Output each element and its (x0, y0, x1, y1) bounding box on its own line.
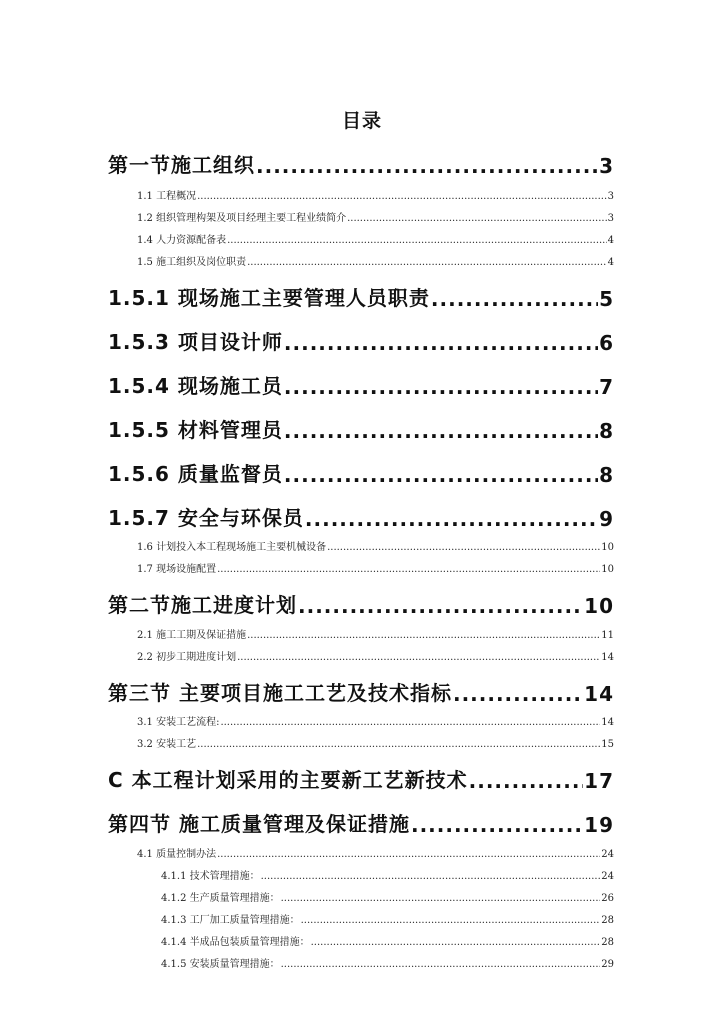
dot-leader (217, 564, 600, 575)
toc-entry-label: 3.1 安装工艺流程: (137, 717, 220, 728)
toc-entry-section-1[interactable] (108, 150, 614, 178)
toc-entry[interactable] (137, 561, 614, 575)
toc-entry[interactable] (137, 254, 614, 268)
toc-page-number: 8 (599, 463, 614, 487)
dot-leader (469, 769, 584, 793)
toc-entry-label: 1.5.1 现场施工主要管理人员职责 (108, 286, 430, 310)
toc-entry[interactable] (137, 736, 614, 750)
dot-leader (453, 682, 583, 706)
toc-page-number: 5 (599, 287, 614, 311)
toc-entry-label: 4.1.3 工厂加工质量管理措施： (161, 915, 300, 926)
toc-entry[interactable] (161, 890, 614, 904)
toc-entry-label: 1.5.7 安全与环保员 (108, 506, 304, 530)
toc-entry-label: 4.1.1 技术管理措施： (161, 871, 260, 882)
toc-entry-label: 1.1 工程概况 (137, 191, 197, 202)
toc-entry[interactable] (137, 714, 614, 728)
toc-page-number: 9 (599, 507, 614, 531)
toc-entry-label: 1.5.5 材料管理员 (108, 418, 283, 442)
toc-entry[interactable] (161, 956, 614, 970)
toc-entry-label: 第一节施工组织 (108, 153, 255, 177)
dot-leader (411, 813, 583, 837)
dot-leader (284, 419, 598, 443)
toc-page-number: 28 (601, 915, 614, 926)
toc-page-number: 7 (599, 375, 614, 399)
toc-entry-heading[interactable] (108, 371, 614, 399)
toc-entry[interactable] (137, 188, 614, 202)
toc-entry-label: C 本工程计划采用的主要新工艺新技术 (108, 768, 468, 792)
toc-entry-label: 1.4 人力资源配备表 (137, 235, 227, 246)
toc-page-number: 15 (601, 739, 614, 750)
toc-entry-section-2[interactable] (108, 590, 614, 618)
dot-leader (298, 594, 583, 618)
dot-leader (261, 871, 601, 882)
toc-entry-heading[interactable] (108, 415, 614, 443)
toc-entry-label: 1.6 计划投入本工程现场施工主要机械设备 (137, 542, 327, 553)
dot-leader (284, 331, 598, 355)
toc-entry-label: 4.1.2 生产质量管理措施： (161, 893, 280, 904)
dot-leader (347, 213, 607, 224)
toc-page-number: 24 (601, 849, 614, 860)
toc-entry-label: 3.2 安装工艺 (137, 739, 197, 750)
dot-leader (237, 652, 600, 663)
toc-entry-label: 1.7 现场设施配置 (137, 564, 217, 575)
toc-entry[interactable] (137, 649, 614, 663)
dot-leader (311, 937, 601, 948)
toc-page-number: 3 (599, 154, 614, 178)
toc-page-number: 11 (601, 630, 614, 641)
dot-leader (197, 739, 600, 750)
toc-entry-label: 2.1 施工工期及保证措施 (137, 630, 247, 641)
toc-entry[interactable] (137, 539, 614, 553)
dot-leader (227, 235, 607, 246)
toc-page-number: 10 (584, 594, 614, 618)
dot-leader (217, 849, 600, 860)
toc-page-number: 3 (607, 213, 614, 224)
dot-leader (247, 630, 600, 641)
toc-page-number: 17 (584, 769, 614, 793)
dot-leader (327, 542, 600, 553)
toc-entry[interactable] (137, 627, 614, 641)
toc-page-number: 14 (601, 717, 614, 728)
toc-page-number: 14 (601, 652, 614, 663)
toc-entry[interactable] (137, 210, 614, 224)
toc-page-number: 3 (607, 191, 614, 202)
toc-entry[interactable] (137, 232, 614, 246)
toc-entry-heading[interactable] (108, 503, 614, 531)
toc-entry-label: 4.1.4 半成品包装质量管理措施： (161, 937, 310, 948)
dot-leader (247, 257, 607, 268)
toc-entry[interactable] (161, 912, 614, 926)
toc-entry-label: 第四节 施工质量管理及保证措施 (108, 812, 410, 836)
toc-entry-label: 1.5.3 项目设计师 (108, 330, 283, 354)
toc-entry-section-3[interactable] (108, 678, 614, 706)
dot-leader (301, 915, 601, 926)
toc-page-number: 4 (607, 257, 614, 268)
toc-page-number: 26 (601, 893, 614, 904)
toc-entry[interactable] (137, 846, 614, 860)
toc-entry-label: 第三节 主要项目施工工艺及技术指标 (108, 681, 452, 705)
toc-page-number: 19 (584, 813, 614, 837)
toc-entry-heading[interactable] (108, 283, 614, 311)
dot-leader (220, 717, 600, 728)
toc-page-number: 6 (599, 331, 614, 355)
toc-entry-heading[interactable] (108, 459, 614, 487)
dot-leader (284, 463, 598, 487)
toc-page-number: 28 (601, 937, 614, 948)
toc-entry-section-c[interactable] (108, 765, 614, 793)
dot-leader (281, 893, 601, 904)
toc-page-number: 14 (584, 682, 614, 706)
toc-page-number: 8 (599, 419, 614, 443)
toc-entry[interactable] (161, 868, 614, 882)
toc-entry-label: 1.5 施工组织及岗位职责 (137, 257, 247, 268)
dot-leader (431, 287, 598, 311)
dot-leader (305, 507, 598, 531)
toc-entry-label: 4.1.5 安装质量管理措施： (161, 959, 280, 970)
toc-entry-label: 1.2 组织管理构架及项目经理主要工程业绩简介 (137, 213, 347, 224)
toc-page-number: 10 (601, 564, 614, 575)
toc-entry[interactable] (161, 934, 614, 948)
dot-leader (281, 959, 601, 970)
dot-leader (256, 154, 598, 178)
dot-leader (284, 375, 598, 399)
toc-title: 目录 (341, 110, 382, 132)
dot-leader (197, 191, 607, 202)
toc-page-number: 4 (607, 235, 614, 246)
toc-entry-label: 2.2 初步工期进度计划 (137, 652, 237, 663)
toc-entry-heading[interactable] (108, 327, 614, 355)
toc-entry-label: 1.5.6 质量监督员 (108, 462, 283, 486)
toc-entry-section-4[interactable] (108, 809, 614, 837)
toc-entry-label: 1.5.4 现场施工员 (108, 374, 283, 398)
toc-entry-label: 4.1 质量控制办法 (137, 849, 217, 860)
toc-page-number: 10 (601, 542, 614, 553)
toc-page-number: 24 (601, 871, 614, 882)
toc-page-number: 29 (601, 959, 614, 970)
toc-entry-label: 第二节施工进度计划 (108, 593, 297, 617)
